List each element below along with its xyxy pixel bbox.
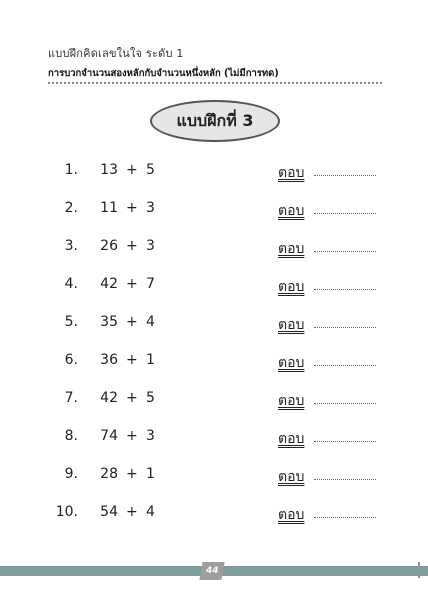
problem-number: 10. [55, 504, 78, 520]
operator: + [126, 504, 138, 520]
answer-blank[interactable] [314, 365, 376, 366]
addend-a: 42 [100, 390, 118, 406]
series-title: แบบฝึกคิดเลขในใจ ระดับ 1 [48, 47, 184, 60]
problem-number: 8. [64, 428, 78, 444]
operator: + [126, 466, 138, 482]
addend-b: 5 [146, 162, 155, 178]
addend-a: 35 [100, 314, 118, 330]
answer-blank[interactable] [314, 403, 376, 404]
addend-a: 74 [100, 428, 118, 444]
exercise-title: แบบฝึกที่ 3 [176, 110, 254, 130]
problem-row [0, 153, 428, 191]
addend-b: 5 [146, 390, 155, 406]
addend-a: 11 [100, 200, 118, 216]
answer-label: ตอบ [278, 279, 305, 295]
answer-label: ตอบ [278, 355, 305, 371]
problem-row [0, 229, 428, 267]
problem-number: 2. [64, 200, 78, 216]
operator: + [126, 276, 138, 292]
answer-blank[interactable] [314, 175, 376, 176]
addend-a: 54 [100, 504, 118, 520]
addend-b: 3 [146, 428, 155, 444]
problem-number: 6. [64, 352, 78, 368]
problem-list [0, 153, 428, 533]
addend-a: 28 [100, 466, 118, 482]
answer-label: ตอบ [278, 165, 305, 181]
problem-number: 5. [64, 314, 78, 330]
answer-label: ตอบ [278, 317, 305, 333]
operator: + [126, 200, 138, 216]
problem-row [0, 381, 428, 419]
problem-row [0, 419, 428, 457]
answer-blank[interactable] [314, 479, 376, 480]
answer-label: ตอบ [278, 507, 305, 523]
problem-row [0, 191, 428, 229]
problem-number: 4. [64, 276, 78, 292]
problem-number: 3. [64, 238, 78, 254]
answer-blank[interactable] [314, 517, 376, 518]
operator: + [126, 428, 138, 444]
operator: + [126, 238, 138, 254]
answer-label: ตอบ [278, 431, 305, 447]
addend-b: 1 [146, 466, 155, 482]
answer-blank[interactable] [314, 213, 376, 214]
addend-a: 26 [100, 238, 118, 254]
answer-label: ตอบ [278, 393, 305, 409]
operator: + [126, 390, 138, 406]
problem-number: 7. [64, 390, 78, 406]
footer-edge-mark [418, 562, 420, 578]
operator: + [126, 314, 138, 330]
operator: + [126, 162, 138, 178]
problem-row [0, 267, 428, 305]
problem-row [0, 495, 428, 533]
answer-blank[interactable] [314, 289, 376, 290]
dotted-divider [48, 82, 382, 84]
problem-number: 9. [64, 466, 78, 482]
operator: + [126, 352, 138, 368]
exercise-title-badge [150, 100, 280, 142]
problem-row [0, 343, 428, 381]
problem-row [0, 305, 428, 343]
page-number-badge [199, 562, 224, 580]
problem-row [0, 457, 428, 495]
page-header [48, 44, 388, 81]
answer-label: ตอบ [278, 469, 305, 485]
answer-blank[interactable] [314, 327, 376, 328]
addend-a: 36 [100, 352, 118, 368]
addend-a: 13 [100, 162, 118, 178]
answer-label: ตอบ [278, 203, 305, 219]
topic-title: การบวกจำนวนสองหลักกับจำนวนหนึ่งหลัก (ไม่มีการทด) [48, 68, 279, 79]
problem-number: 1. [64, 162, 78, 178]
addend-b: 7 [146, 276, 155, 292]
page-number: 44 [204, 566, 220, 576]
addend-b: 4 [146, 504, 155, 520]
addend-b: 3 [146, 238, 155, 254]
answer-label: ตอบ [278, 241, 305, 257]
addend-b: 4 [146, 314, 155, 330]
addend-b: 3 [146, 200, 155, 216]
addend-a: 42 [100, 276, 118, 292]
answer-blank[interactable] [314, 441, 376, 442]
answer-blank[interactable] [314, 251, 376, 252]
addend-b: 1 [146, 352, 155, 368]
